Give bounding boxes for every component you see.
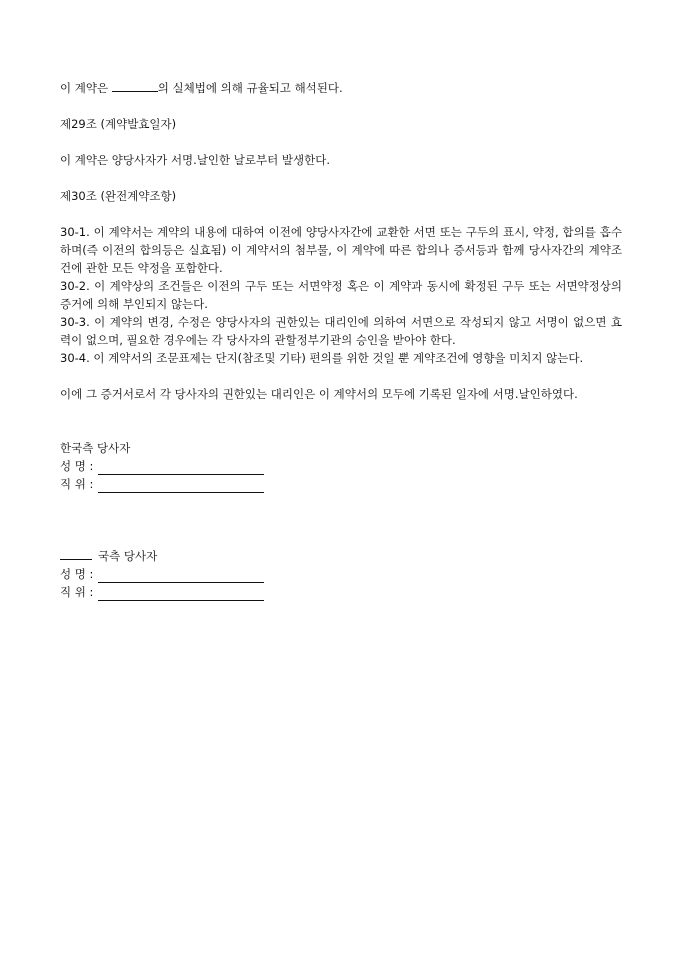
country-blank — [60, 548, 92, 560]
foreign-party-name-line — [60, 565, 622, 583]
closing-statement: 이에 그 증거서로서 각 당사자의 권한있는 대리인은 이 계약서의 모두에 기록된 일자에 서명.날인하였다. — [60, 387, 578, 401]
article-30-title: 제30조 (완전계약조항) — [60, 189, 177, 203]
foreign-party-title — [60, 547, 622, 565]
contract-page — [60, 79, 622, 601]
name-label: 성 명 : — [60, 567, 94, 581]
article-29-body: 이 계약은 양당사자가 서명.날인한 날로부터 발생한다. — [60, 153, 330, 167]
korean-party-position-line — [60, 475, 622, 493]
article-30-items — [60, 223, 622, 367]
article-30-item: 30-3. 이 계약의 변경, 수정은 양당사자의 권한있는 대리인에 의하여 서면으로 작성되지 않고 서명이 없으면 효력이 없으며, 필요한 경우에는 각 당사자의 관할정부기관의 승인을 받아야 한다. — [60, 315, 622, 347]
position-fill-line — [98, 479, 264, 493]
name-fill-line — [98, 461, 264, 475]
governing-law-clause — [60, 79, 622, 97]
korean-party-title: 한국측 당사자 — [60, 441, 131, 455]
korean-party-name-line — [60, 457, 622, 475]
article-30-item: 30-4. 이 계약서의 조문표제는 단지(참조및 기타) 편의를 위한 것일 뿐 계약조건에 영향을 미치지 않는다. — [60, 351, 584, 365]
foreign-party-position-line — [60, 583, 622, 601]
article-29-title: 제29조 (계약발효일자) — [60, 117, 177, 131]
governing-law-suffix: 의 실체법에 의해 규율되고 해석된다. — [157, 81, 343, 95]
country-blank — [112, 80, 158, 92]
governing-law-prefix: 이 계약은 — [60, 81, 112, 95]
position-label: 직 위 : — [60, 477, 94, 491]
position-fill-line — [98, 587, 264, 601]
foreign-party-signature-block — [60, 547, 622, 601]
name-fill-line — [98, 569, 264, 583]
korean-party-signature-block — [60, 439, 622, 493]
position-label: 직 위 : — [60, 585, 94, 599]
name-label: 성 명 : — [60, 459, 94, 473]
article-30-item: 30-1. 이 계약서는 계약의 내용에 대하여 이전에 양당사자간에 교환한 서면 또는 구두의 표시, 약정, 합의를 흡수하며(즉 이전의 합의등은 실효됨) 이 계약서의 첨부물, 이 계약에 따른 합의나 증서등과 함께 당사자간의 계약조건에 관한 모든 약정을 포함한다. — [60, 225, 622, 275]
article-30-item: 30-2. 이 계약상의 조건들은 이전의 구두 또는 서면약정 혹은 이 계약과 동시에 확정된 구두 또는 서면약정상의 증거에 의해 부인되지 않는다. — [60, 279, 622, 311]
foreign-party-title-text: 국측 당사자 — [98, 549, 158, 563]
